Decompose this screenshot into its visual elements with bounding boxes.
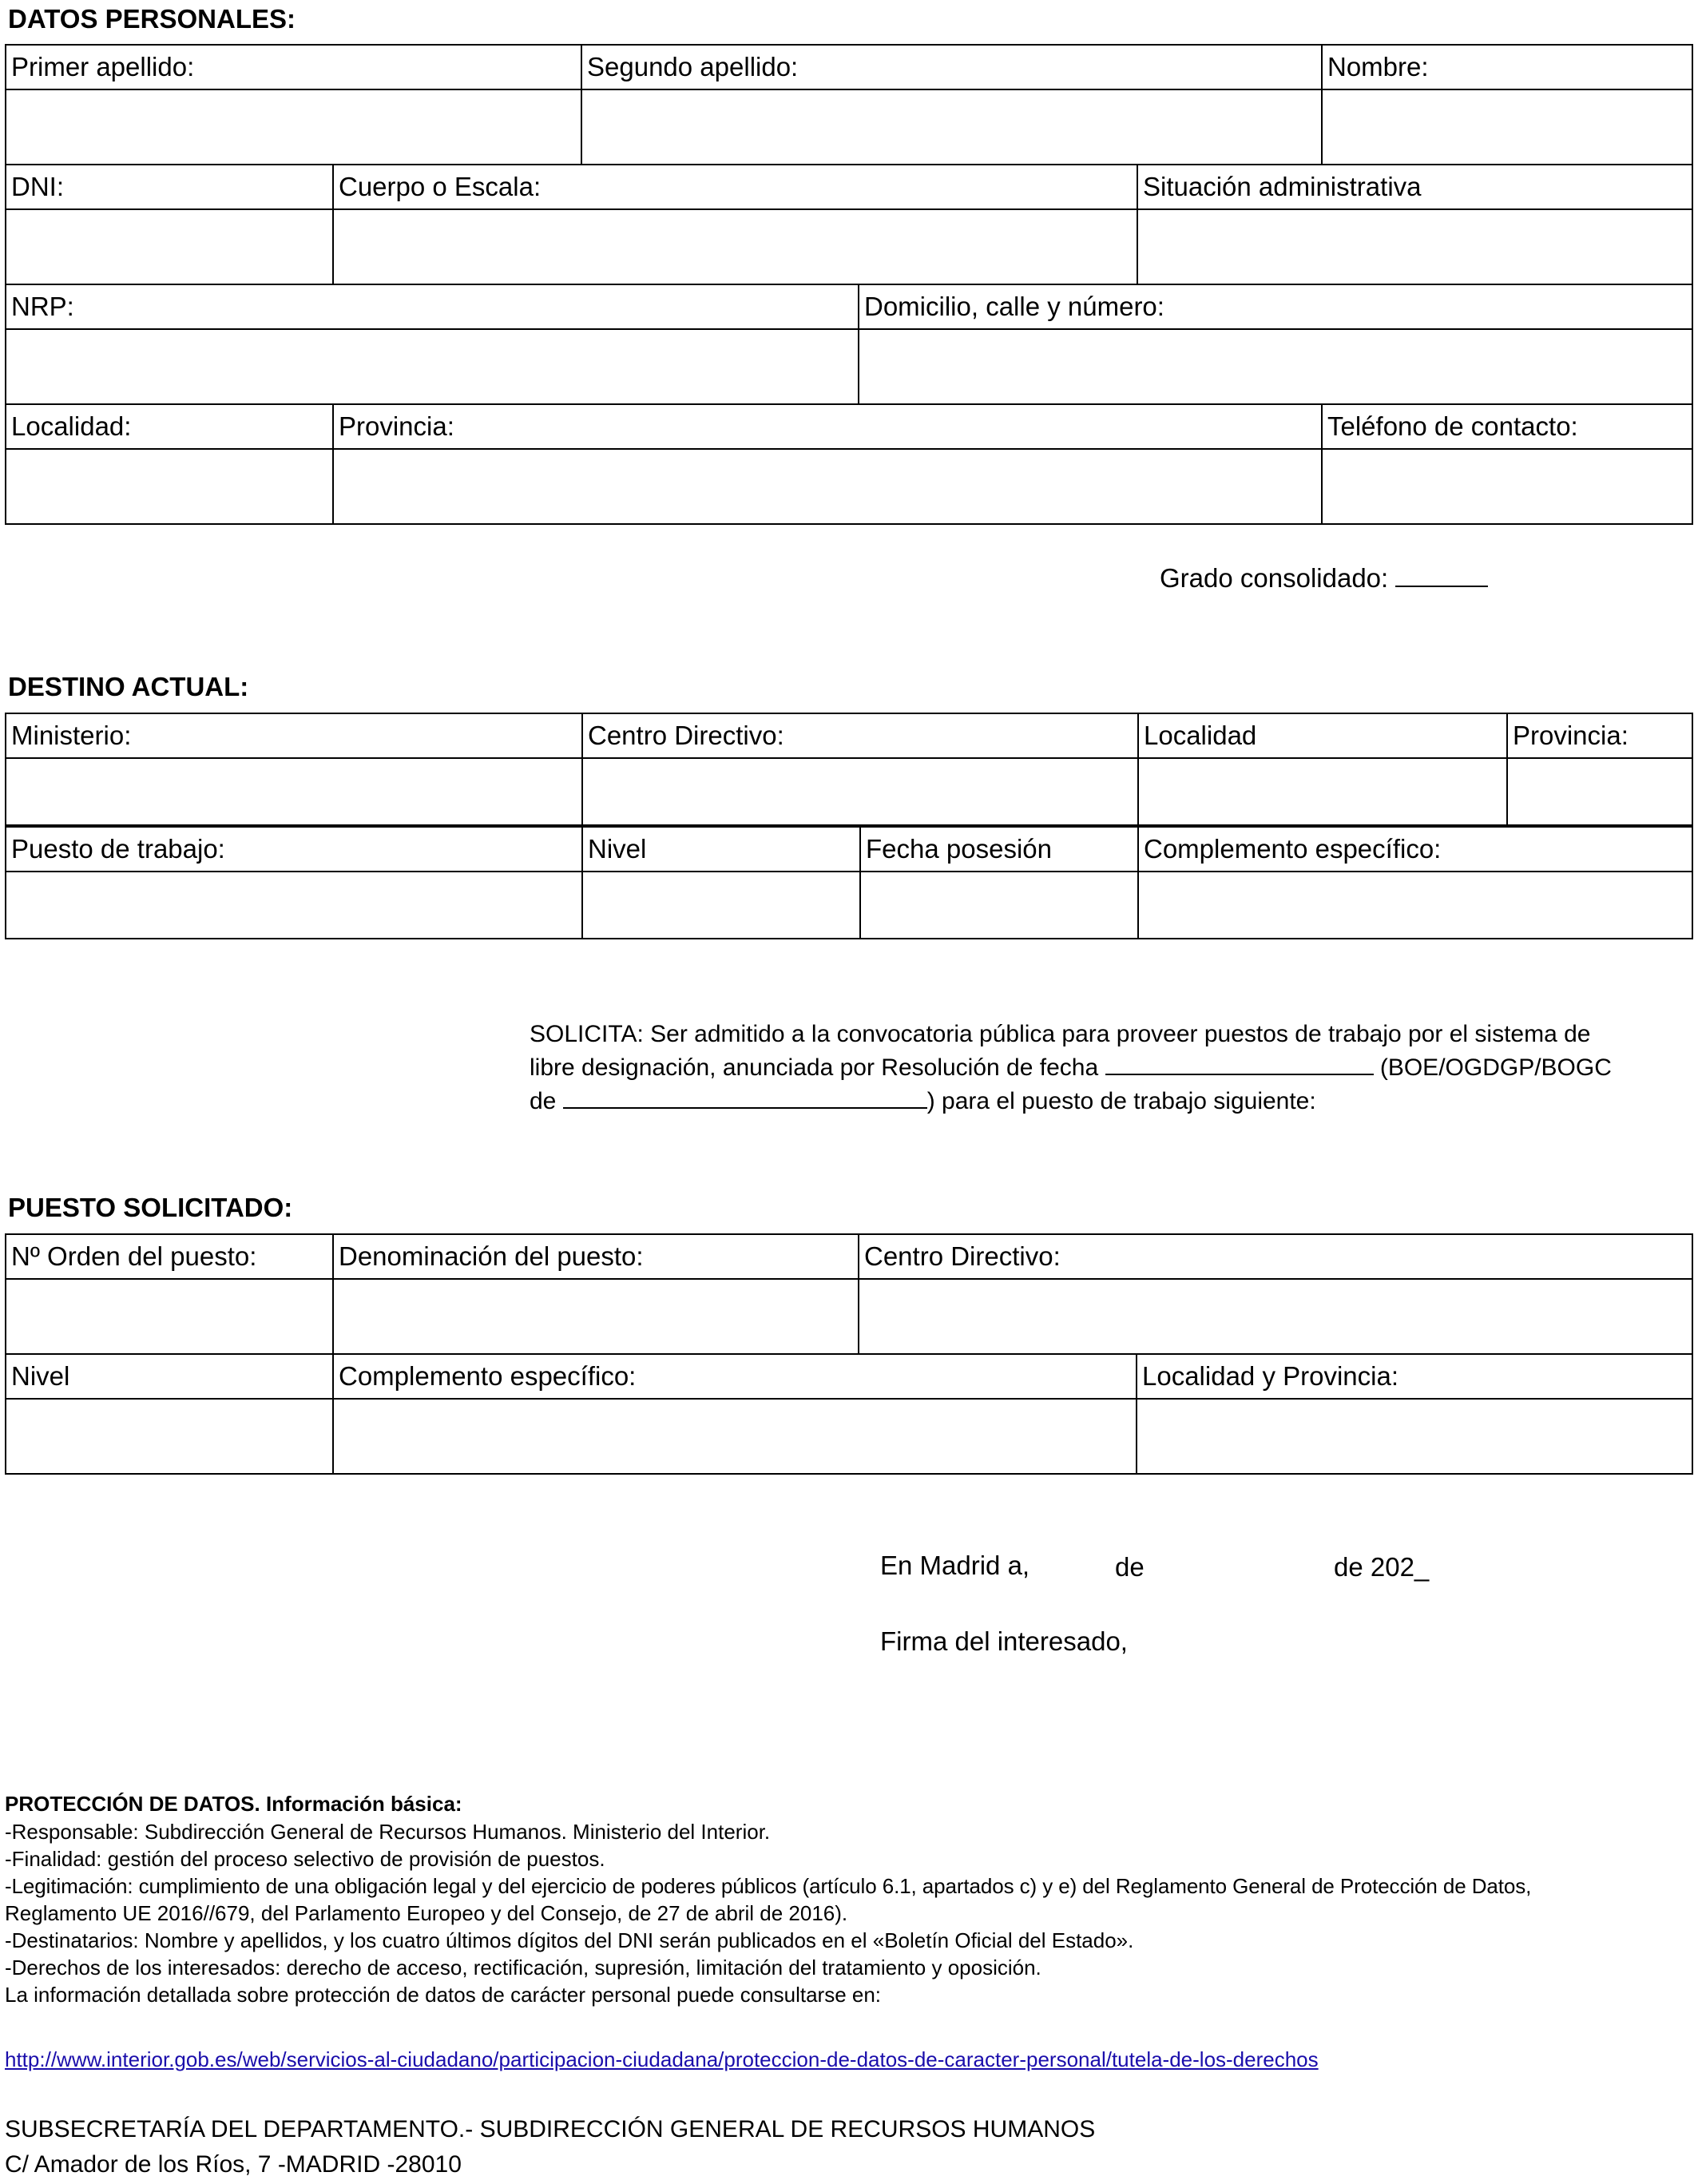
label-nombre: Nombre: — [1322, 45, 1692, 89]
label-nrp: NRP: — [6, 284, 859, 329]
field-provincia-destino[interactable] — [1507, 758, 1692, 825]
field-primer-apellido[interactable] — [6, 89, 581, 165]
proteccion-url-link[interactable]: http://www.interior.gob.es/web/servicios-al-ciudadano/participacion-ciudadana/proteccion-de-datos-de-caracter-personal/tutela-de-los-derechos — [5, 2047, 1319, 2071]
field-localidad[interactable] — [6, 449, 333, 524]
field-nivel-solicitado[interactable] — [6, 1399, 333, 1474]
destino-actual-row-1 — [5, 713, 1693, 826]
label-localidad-provincia: Localidad y Provincia: — [1137, 1354, 1692, 1399]
proteccion-line: Reglamento UE 2016//679, del Parlamento Europeo y del Consejo, de 27 de abril de 2016). — [5, 1901, 848, 1925]
label-orden-puesto: Nº Orden del puesto: — [6, 1234, 333, 1279]
field-puesto-trabajo[interactable] — [6, 872, 582, 939]
solicita-line-3 — [530, 1085, 1694, 1118]
label-domicilio: Domicilio, calle y número: — [859, 284, 1692, 329]
solicita-line-3-de: de — [530, 1088, 557, 1114]
datos-personales-row-3 — [5, 284, 1693, 405]
datos-personales-row-4 — [5, 403, 1693, 525]
boe-fecha-line[interactable] — [563, 1088, 927, 1109]
solicita-line-2-boe: (BOE/OGDGP/BOGC — [1379, 1054, 1612, 1081]
datos-personales-row-2 — [5, 164, 1693, 285]
label-ministerio: Ministerio: — [6, 713, 582, 758]
footer-subsecretaria: SUBSECRETARÍA DEL DEPARTAMENTO.- SUBDIRECCIÓN GENERAL DE RECURSOS HUMANOS — [5, 2116, 1096, 2142]
label-localidad-destino: Localidad — [1138, 713, 1507, 758]
label-localidad: Localidad: — [6, 404, 333, 449]
proteccion-line: -Legitimación: cumplimiento de una obligación legal y del ejercicio de poderes públicos (artículo 6.1, apartados c) y e) del Reglamento General de Protección de Datos, — [5, 1874, 1532, 1898]
field-localidad-provincia[interactable] — [1137, 1399, 1692, 1474]
label-puesto-trabajo: Puesto de trabajo: — [6, 827, 582, 872]
solicita-line-2-text: libre designación, anunciada por Resolución de fecha — [530, 1054, 1099, 1081]
fecha-resolucion-line[interactable] — [1105, 1054, 1374, 1075]
label-dni: DNI: — [6, 165, 333, 209]
label-fecha-posesion: Fecha posesión — [860, 827, 1138, 872]
solicita-line-3-text: ) para el puesto de trabajo siguiente: — [926, 1088, 1316, 1114]
label-situacion-administrativa: Situación administrativa — [1137, 165, 1692, 209]
proteccion-lines — [5, 1818, 1694, 2008]
datos-personales-row-1 — [5, 44, 1693, 165]
label-nivel-solicitado: Nivel — [6, 1354, 333, 1399]
proteccion-line: -Finalidad: gestión del proceso selectivo de provisión de puestos. — [5, 1847, 605, 1871]
field-centro-directivo[interactable] — [582, 758, 1138, 825]
field-segundo-apellido[interactable] — [581, 89, 1322, 165]
field-provincia[interactable] — [333, 449, 1322, 524]
label-nivel: Nivel — [582, 827, 860, 872]
fecha-de-1: de — [1115, 1552, 1145, 1582]
field-nivel[interactable] — [582, 872, 860, 939]
label-primer-apellido: Primer apellido: — [6, 45, 581, 89]
grado-consolidado-line[interactable] — [1395, 565, 1488, 587]
field-complemento-especifico[interactable] — [1138, 872, 1692, 939]
field-nrp[interactable] — [6, 329, 859, 404]
grado-consolidado-label: Grado consolidado: — [1160, 563, 1389, 593]
label-complemento-especifico: Complemento específico: — [1138, 827, 1692, 872]
label-telefono: Teléfono de contacto: — [1322, 404, 1692, 449]
field-cuerpo-escala[interactable] — [333, 209, 1137, 284]
field-orden-puesto[interactable] — [6, 1279, 333, 1354]
field-centro-directivo-solicitado[interactable] — [859, 1279, 1692, 1354]
proteccion-title: PROTECCIÓN DE DATOS. Información básica: — [5, 1792, 462, 1816]
label-provincia-destino: Provincia: — [1507, 713, 1692, 758]
puesto-solicitado-row-2 — [5, 1353, 1693, 1475]
field-complemento-solicitado[interactable] — [333, 1399, 1137, 1474]
solicita-line-2 — [530, 1051, 1694, 1085]
field-fecha-posesion[interactable] — [860, 872, 1138, 939]
label-complemento-solicitado: Complemento específico: — [333, 1354, 1137, 1399]
label-centro-directivo-solicitado: Centro Directivo: — [859, 1234, 1692, 1279]
proteccion-line: La información detallada sobre protección de datos de carácter personal puede consultarse en: — [5, 1983, 882, 2007]
solicita-line-1: SOLICITA: Ser admitido a la convocatoria pública para proveer puestos de trabajo por el sistema de — [530, 1021, 1591, 1047]
field-denominacion-puesto[interactable] — [333, 1279, 859, 1354]
firma-interesado: Firma del interesado, — [880, 1626, 1128, 1656]
proteccion-line: -Derechos de los interesados: derecho de acceso, rectificación, supresión, limitación del tratamiento y oposición. — [5, 1956, 1041, 1979]
field-ministerio[interactable] — [6, 758, 582, 825]
field-dni[interactable] — [6, 209, 333, 284]
section-title-destino-actual: DESTINO ACTUAL: — [8, 672, 249, 701]
proteccion-line: -Destinatarios: Nombre y apellidos, y los cuatro últimos dígitos del DNI serán publicados en el «Boletín Oficial del Estado». — [5, 1928, 1134, 1952]
proteccion-url-wrap — [5, 2046, 1319, 2073]
solicita-paragraph — [530, 1018, 1694, 1118]
label-denominacion-puesto: Denominación del puesto: — [333, 1234, 859, 1279]
field-telefono[interactable] — [1322, 449, 1692, 524]
section-title-puesto-solicitado: PUESTO SOLICITADO: — [8, 1193, 293, 1222]
field-nombre[interactable] — [1322, 89, 1692, 165]
label-centro-directivo: Centro Directivo: — [582, 713, 1138, 758]
label-cuerpo-escala: Cuerpo o Escala: — [333, 165, 1137, 209]
section-title-datos-personales: DATOS PERSONALES: — [8, 4, 296, 34]
puesto-solicitado-row-1 — [5, 1233, 1693, 1355]
field-domicilio[interactable] — [859, 329, 1692, 404]
fecha-de-2: de 202_ — [1334, 1552, 1430, 1582]
grado-consolidado — [1160, 562, 1488, 594]
en-madrid-a: En Madrid a, — [880, 1551, 1030, 1580]
destino-actual-row-2 — [5, 826, 1693, 939]
field-localidad-destino[interactable] — [1138, 758, 1507, 825]
proteccion-line: -Responsable: Subdirección General de Recursos Humanos. Ministerio del Interior. — [5, 1820, 771, 1844]
footer-direccion: C/ Amador de los Ríos, 7 -MADRID -28010 — [5, 2151, 462, 2178]
label-provincia: Provincia: — [333, 404, 1322, 449]
label-segundo-apellido: Segundo apellido: — [581, 45, 1322, 89]
field-situacion-administrativa[interactable] — [1137, 209, 1692, 284]
